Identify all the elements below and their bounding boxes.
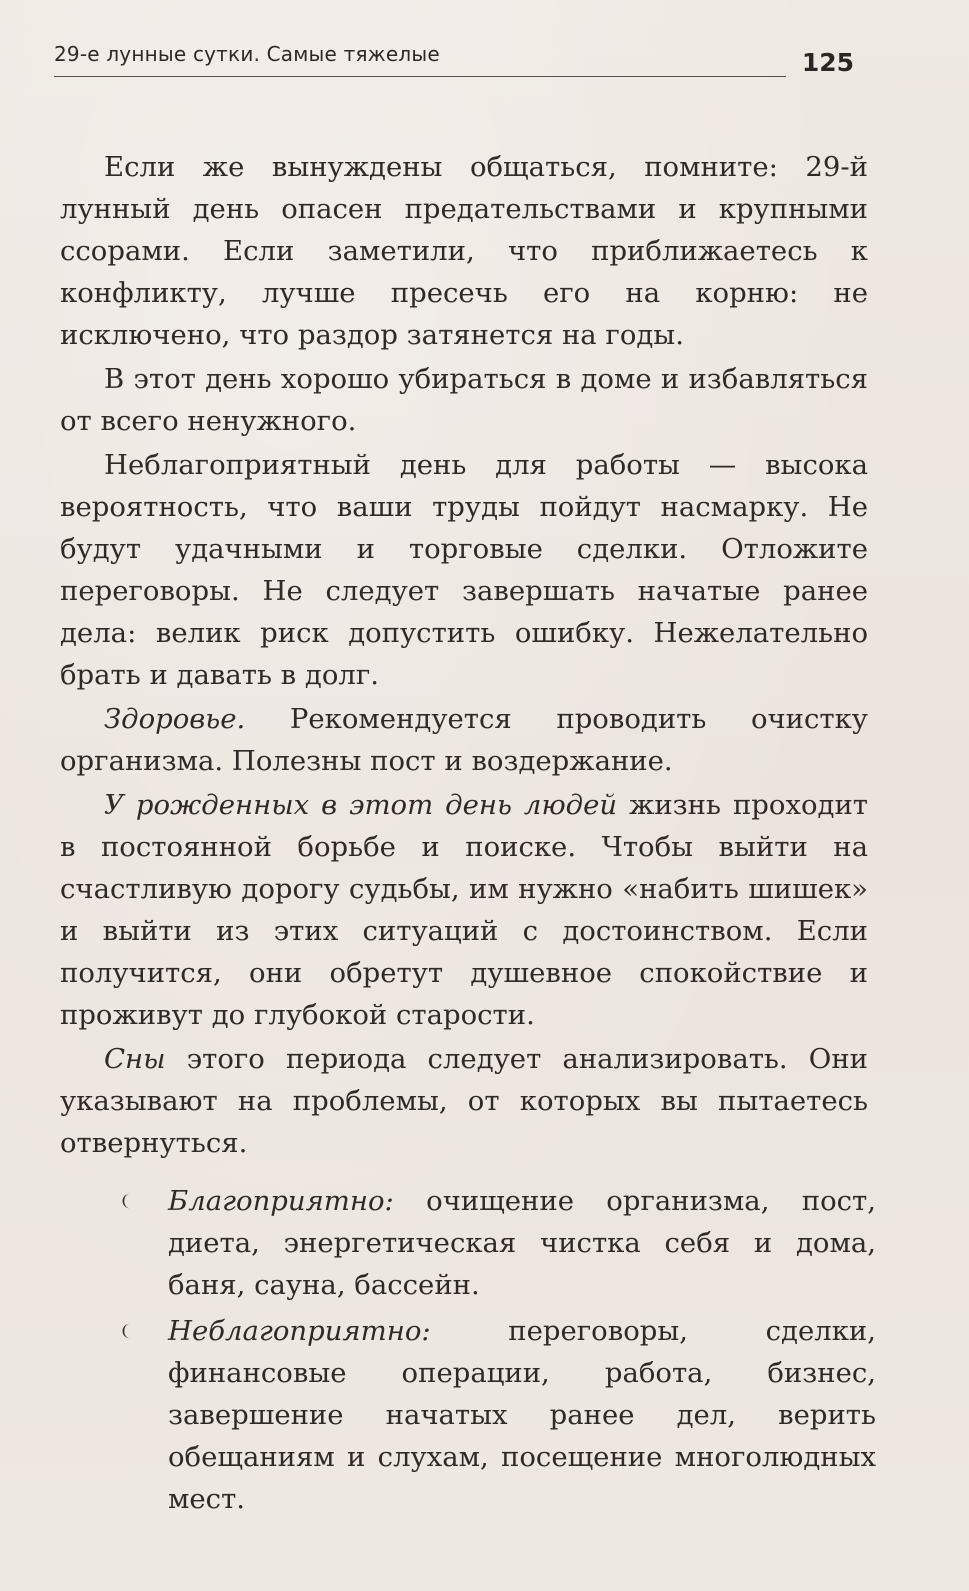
paragraph-lead: Здоровье. [104, 703, 246, 735]
list-item [112, 1310, 876, 1520]
summary-list [112, 1180, 876, 1520]
page-number: 125 [801, 48, 854, 77]
list-item-lead: Неблагоприятно: [168, 1315, 431, 1347]
list-item-text: очищение организма, пост, диета, энергетическая чистка себя и дома, баня, сауна, бассейн. [168, 1185, 876, 1301]
paragraph [60, 146, 868, 356]
running-head: 29-е лунные сутки. Самые тяжелые [54, 42, 440, 66]
paragraph-text: жизнь проходит в постоянной борьбе и поиске. Чтобы выйти на счастливую дорогу судьбы, им нужно «набить шишек» и выйти из этих ситуаций с достоинством. Если получится, они обретут душевное спокойствие и проживут до глубокой старости. [60, 789, 868, 1031]
crescent-moon-icon [118, 1322, 136, 1340]
paragraph-text: Если же вынуждены общаться, помните: 29-й лунный день опасен предательствами и крупными ссорами. Если заметили, что приближаетесь к конфликту, лучше пресечь его на корню: не исключено, что раздор затянется на годы. [60, 151, 868, 351]
crescent-moon-icon [118, 1192, 136, 1210]
paragraph [60, 698, 868, 782]
paragraph [60, 358, 868, 442]
list-item [112, 1180, 876, 1306]
list-item-lead: Благоприятно: [168, 1185, 394, 1217]
paragraph-text: В этот день хорошо убираться в доме и избавляться от всего ненужного. [60, 363, 868, 437]
list-item-text: переговоры, сделки, финансовые операции, работа, бизнес, завершение начатых ранее дел, верить обещаниям и слухам, посещение многолюдных мест. [168, 1315, 876, 1515]
paragraph [60, 784, 868, 1036]
paragraph-text: Неблагоприятный день для работы — высока вероятность, что ваши труды пойдут насмарку. Не будут удачными и торговые сделки. Отложите переговоры. Не следует завершать начатые ранее дела: велик риск допустить ошибку. Нежелательно брать и давать в долг. [60, 449, 868, 691]
paragraph [60, 444, 868, 696]
paragraph-text: этого периода следует анализировать. Они указывают на проблемы, от которых вы пытаетесь отвернуться. [60, 1043, 868, 1159]
paragraph-lead: Сны [104, 1043, 166, 1075]
paragraph-text: Рекомендуется проводить очистку организма. Полезны пост и воздержание. [60, 703, 868, 777]
header-rule [54, 76, 786, 77]
body-text [60, 146, 868, 1164]
paragraph [60, 1038, 868, 1164]
paragraph-lead: У рожденных в этот день людей [104, 789, 618, 821]
page-header [54, 36, 854, 96]
